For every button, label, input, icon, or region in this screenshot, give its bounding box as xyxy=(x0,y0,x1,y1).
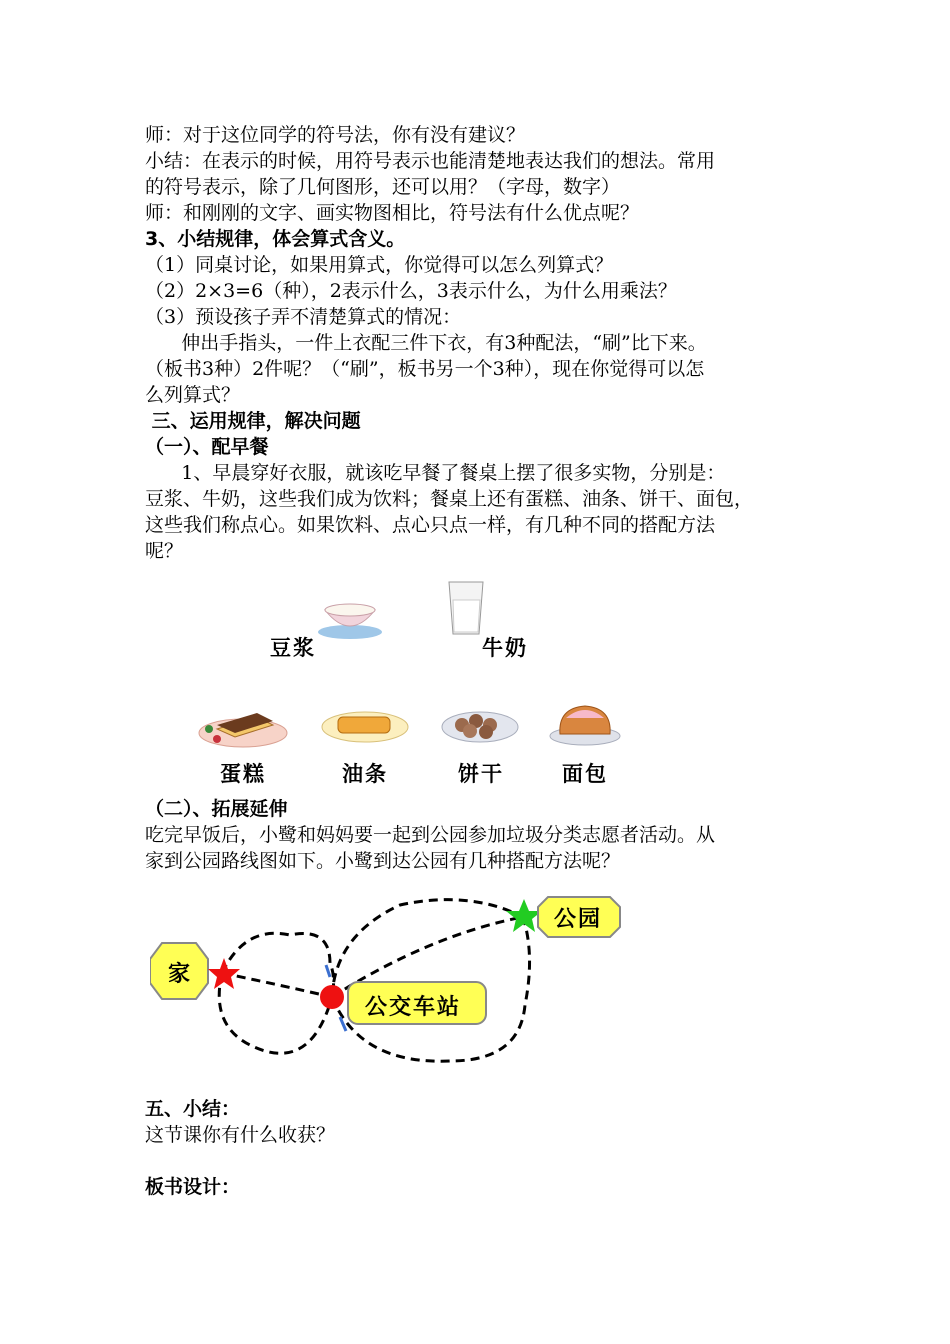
park-label: 公园 xyxy=(554,906,603,932)
section-heading: 3、小结规律，体会算式含义。 xyxy=(145,228,406,250)
text-line: 师：对于这位同学的符号法，你有没有建议？ xyxy=(145,124,526,146)
home-star-icon xyxy=(208,958,240,989)
drink-label: 豆浆 xyxy=(270,635,316,660)
breakfast-illustration xyxy=(220,570,680,790)
text-line: 这些我们称点心。如果饮料、点心只点一样，有几种不同的搭配方法 xyxy=(145,514,716,536)
text-line: 吃完早饭后，小鹭和妈妈要一起到公园参加垃圾分类志愿者活动。从 xyxy=(145,824,716,846)
snack-label: 油条 xyxy=(342,761,388,786)
biscuits-icon xyxy=(440,705,520,747)
text-line: 1、早晨穿好衣服，就该吃早餐了餐桌上摆了很多实物，分别是： xyxy=(145,462,726,484)
text-line: （1）同桌讨论，如果用算式，你觉得可以怎么列算式？ xyxy=(145,254,614,276)
snack-label: 饼干 xyxy=(458,761,504,786)
text-line: （2）2×3=6（种），2表示什么，3表示什么，为什么用乘法？ xyxy=(145,280,677,302)
text-line: 这节课你有什么收获？ xyxy=(145,1124,336,1146)
section-heading: （一）、配早餐 xyxy=(145,436,269,458)
drink-label: 牛奶 xyxy=(482,635,528,660)
cake-icon xyxy=(195,705,290,750)
text-line: 家到公园路线图如下。小鹭到达公园有几种搭配方法呢？ xyxy=(145,850,621,872)
section-heading: 板书设计： xyxy=(145,1176,241,1198)
text-line: （板书3种）2件呢？（“刷”，板书另一个3种），现在你觉得可以怎 xyxy=(145,358,705,380)
soy-milk-bowl-icon xyxy=(315,598,385,640)
bread-icon xyxy=(548,698,623,746)
home-label: 家 xyxy=(168,961,193,987)
text-line: 伸出手指头，一件上衣配三件下衣，有3种配法，“刷”比下来。 xyxy=(145,332,707,354)
bus-stop-dot-icon xyxy=(320,985,344,1009)
text-line: 豆浆、牛奶，这些我们成为饮料；餐桌上还有蛋糕、油条、饼干、面包， xyxy=(145,488,754,510)
milk-glass-icon xyxy=(445,578,487,638)
section-heading: （二）、拓展延伸 xyxy=(145,798,288,820)
section-heading: 三、运用规律，解决问题 xyxy=(145,410,361,432)
text-line: 师：和刚刚的文字、画实物图相比，符号法有什么优点呢？ xyxy=(145,202,640,224)
text-line: （3）预设孩子弄不清楚算式的情况： xyxy=(145,306,462,328)
text-line: 么列算式？ xyxy=(145,384,241,406)
text-line: 呢？ xyxy=(145,540,184,562)
snack-label: 蛋糕 xyxy=(220,761,266,786)
snack-label: 面包 xyxy=(562,761,608,786)
text-line: 小结：在表示的时候，用符号表示也能清楚地表达我们的想法。常用 xyxy=(145,150,716,172)
bus-stop-label: 公交车站 xyxy=(365,994,462,1020)
park-star-icon xyxy=(506,899,542,932)
fried-dough-icon xyxy=(320,705,410,747)
text-line: 的符号表示，除了几何图形，还可以用？（字母，数字） xyxy=(145,176,621,198)
section-heading: 五、小结： xyxy=(145,1098,241,1120)
